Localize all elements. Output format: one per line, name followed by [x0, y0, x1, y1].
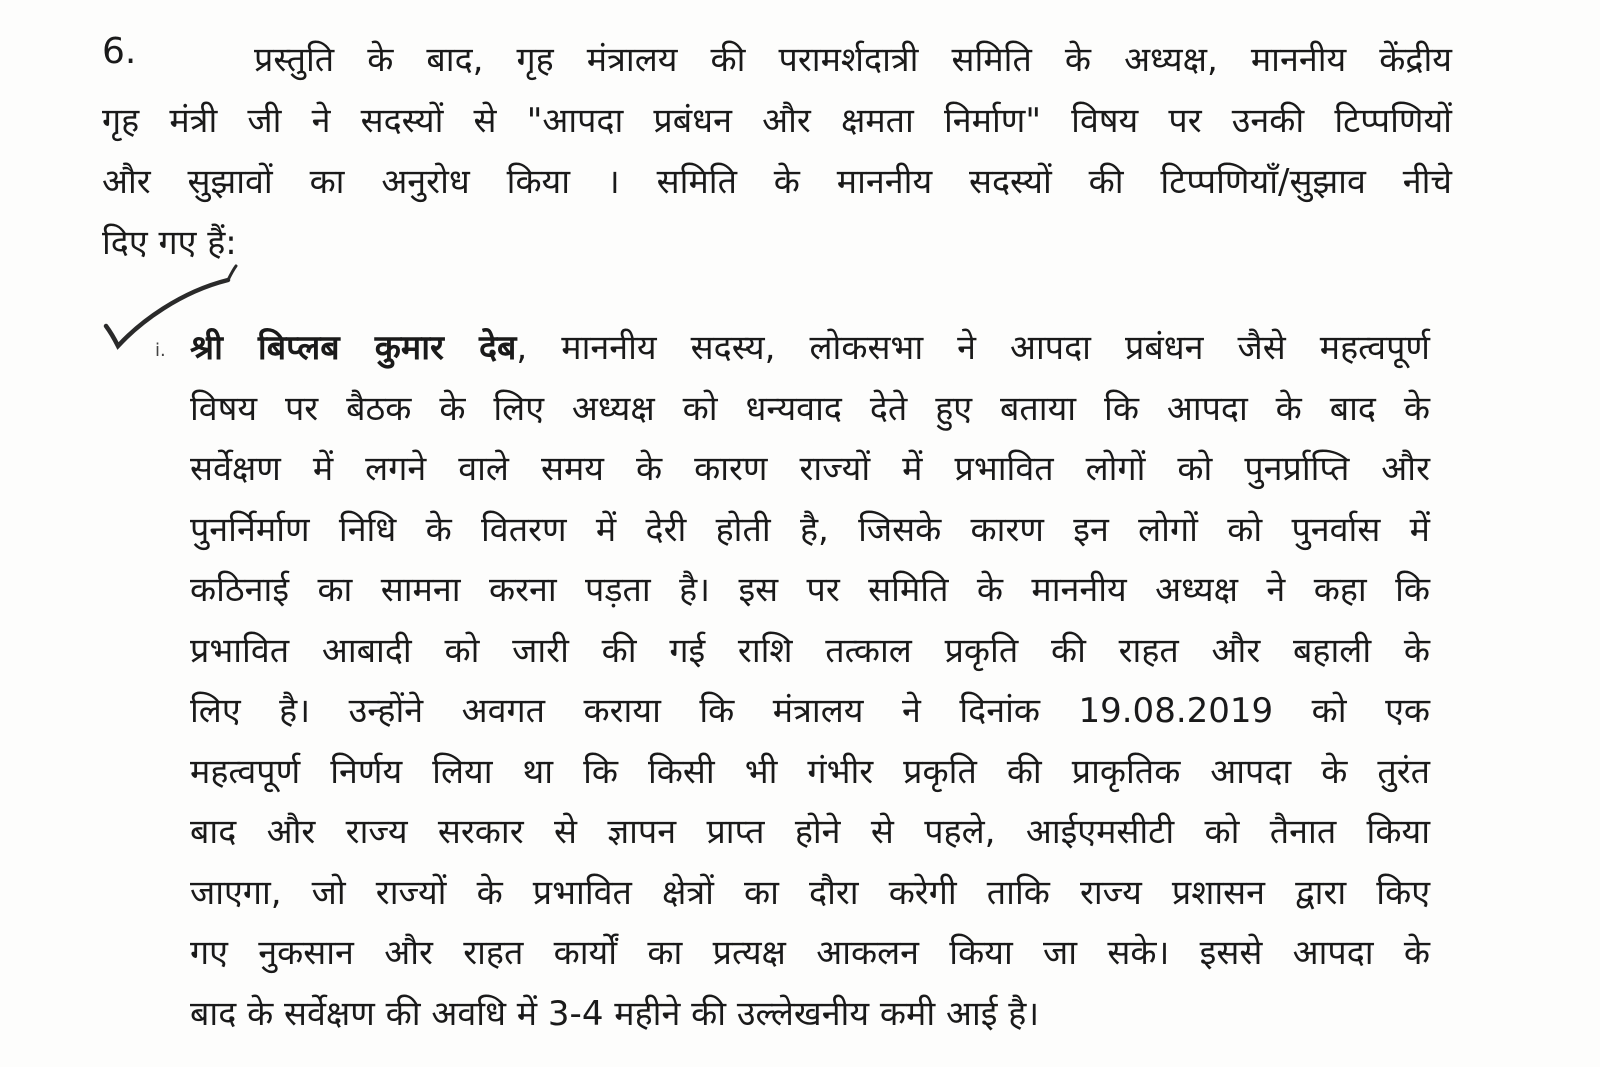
- item-line: महत्वपूर्ण निर्णय लिया था कि किसी भी गंभीर प्रकृति की प्राकृतिक आपदा के तुरंत: [190, 751, 1430, 792]
- item-line: बाद और राज्य सरकार से ज्ञापन प्राप्त होने से पहले, आईएमसीटी को तैनात किया: [190, 812, 1430, 852]
- intro-paragraph: [102, 30, 1452, 274]
- item-line: पुनर्निर्माण निधि के वितरण में देरी होती है, जिसके कारण इन लोगों को पुनर्वास में: [190, 509, 1430, 550]
- item-line: विषय पर बैठक के लिए अध्यक्ष को धन्यवाद देते हुए बताया कि आपदा के बाद के: [190, 388, 1430, 429]
- item-line: गए नुकसान और राहत कार्यों का प्रत्यक्ष आकलन किया जा सके। इससे आपदा के: [190, 933, 1430, 973]
- item-line: जाएगा, जो राज्यों के प्रभावित क्षेत्रों का दौरा करेगी ताकि राज्य प्रशासन द्वारा किए: [190, 872, 1430, 913]
- item-line: बाद के सर्वेक्षण की अवधि में 3-4 महीने की उल्लेखनीय कमी आई है।: [190, 993, 1040, 1034]
- member-name: श्री बिप्लब कुमार देब: [190, 328, 517, 368]
- intro-line: दिए गए हैं:: [102, 223, 237, 263]
- list-item: [190, 318, 1430, 1044]
- list-item-marker: i.: [155, 340, 166, 361]
- intro-line: गृह मंत्री जी ने सदस्यों से "आपदा प्रबंधन और क्षमता निर्माण" विषय पर उनकी टिप्पणियों: [102, 101, 1452, 141]
- item-first-line-rest: , माननीय सदस्य, लोकसभा ने आपदा प्रबंधन जैसे महत्वपूर्ण: [516, 328, 1430, 368]
- intro-line: और सुझावों का अनुरोध किया । समिति के माननीय सदस्यों की टिप्पणियाँ/सुझाव नीचे: [102, 162, 1452, 202]
- intro-line: प्रस्तुति के बाद, गृह मंत्रालय की परामर्शदात्री समिति के अध्यक्ष, माननीय केंद्रीय: [254, 40, 1452, 80]
- item-line: [190, 318, 1430, 379]
- item-line: सर्वेक्षण में लगने वाले समय के कारण राज्यों में प्रभावित लोगों को पुनर्प्राप्ति और: [190, 449, 1430, 489]
- item-line: लिए है। उन्होंने अवगत कराया कि मंत्रालय ने दिनांक 19.08.2019 को एक: [190, 691, 1430, 731]
- item-line: कठिनाई का सामना करना पड़ता है। इस पर समिति के माननीय अध्यक्ष ने कहा कि: [190, 570, 1430, 610]
- item-line: प्रभावित आबादी को जारी की गई राशि तत्काल प्रकृति की राहत और बहाली के: [190, 630, 1430, 671]
- paragraph-number: 6.: [102, 31, 137, 72]
